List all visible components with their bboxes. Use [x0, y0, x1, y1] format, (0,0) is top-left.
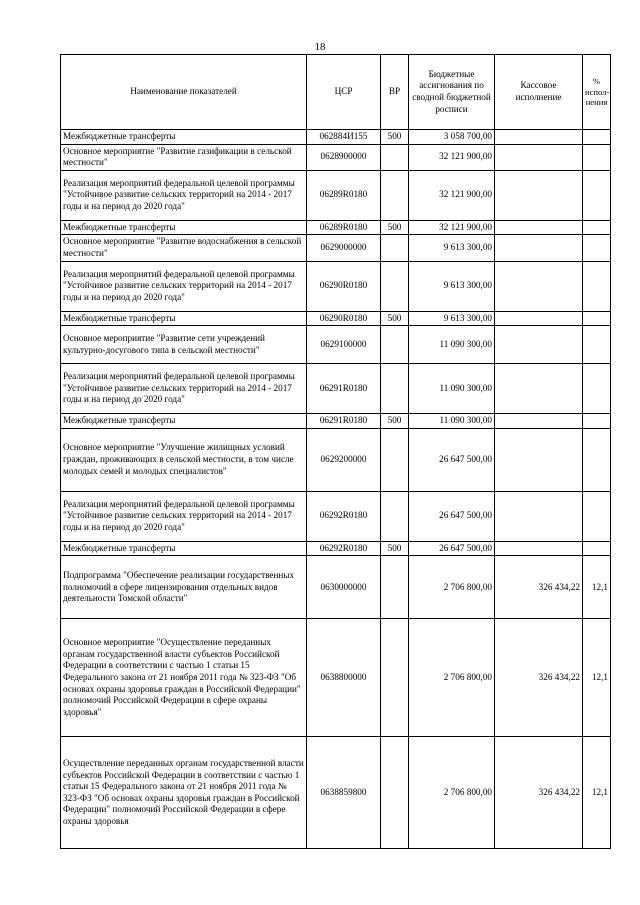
header-csr: ЦСР [307, 55, 381, 130]
cell-pct [583, 364, 611, 414]
cell-assign: 9 613 300,00 [409, 261, 495, 311]
cell-csr: 0638859800 [307, 737, 381, 849]
cell-csr: 06290R0180 [307, 261, 381, 311]
cell-cash [495, 144, 583, 170]
table-row [61, 428, 611, 491]
cell-csr: 0629000000 [307, 235, 381, 261]
cell-cash [495, 414, 583, 429]
header-assign: Бюджетные ассигнования по сводной бюджетной росписи [409, 55, 495, 130]
table-row [61, 326, 611, 364]
cell-pct [583, 170, 611, 220]
cell-pct [583, 261, 611, 311]
cell-pct [583, 541, 611, 556]
cell-vr: 500 [381, 541, 409, 556]
cell-assign: 9 613 300,00 [409, 235, 495, 261]
cell-cash [495, 541, 583, 556]
cell-csr: 062884И155 [307, 130, 381, 145]
cell-vr [381, 428, 409, 491]
cell-pct [583, 428, 611, 491]
header-vr: ВР [381, 55, 409, 130]
cell-cash: 326 434,22 [495, 737, 583, 849]
cell-cash [495, 220, 583, 235]
cell-name: Подпрограмма "Обеспечение реализации государственных полномочий в сфере лицензирования отдельных видов деятельности Томской области" [61, 556, 307, 619]
cell-vr: 500 [381, 311, 409, 326]
cell-name: Реализация мероприятий федеральной целевой программы "Устойчивое развитие сельских территорий на 2014 - 2017 годы и на период до 2020 года" [61, 364, 307, 414]
cell-csr: 0630000000 [307, 556, 381, 619]
table-row [61, 170, 611, 220]
cell-name: Основное мероприятие "Развитие газификации в сельской местности" [61, 144, 307, 170]
cell-pct [583, 235, 611, 261]
cell-pct [583, 311, 611, 326]
cell-name: Межбюджетные трансферты [61, 130, 307, 145]
cell-vr [381, 737, 409, 849]
cell-assign: 11 090 300,00 [409, 414, 495, 429]
table-row [61, 220, 611, 235]
cell-assign: 2 706 800,00 [409, 556, 495, 619]
cell-csr: 0629100000 [307, 326, 381, 364]
cell-assign: 26 647 500,00 [409, 428, 495, 491]
cell-name: Реализация мероприятий федеральной целевой программы "Устойчивое развитие сельских территорий на 2014 - 2017 годы и на период до 2020 года" [61, 261, 307, 311]
cell-cash [495, 491, 583, 541]
cell-assign: 32 121 900,00 [409, 220, 495, 235]
cell-csr: 06289R0180 [307, 170, 381, 220]
table-row [61, 311, 611, 326]
table-row [61, 541, 611, 556]
cell-pct [583, 491, 611, 541]
cell-vr [381, 326, 409, 364]
cell-vr [381, 619, 409, 737]
cell-pct: 12,1 [583, 556, 611, 619]
cell-vr: 500 [381, 220, 409, 235]
cell-vr [381, 491, 409, 541]
table-row [61, 737, 611, 849]
cell-vr [381, 556, 409, 619]
table-row [61, 144, 611, 170]
cell-cash [495, 311, 583, 326]
cell-name: Основное мероприятие "Улучшение жилищных условий граждан, проживающих в сельской местности, в том числе молодых семей и молодых специалистов" [61, 428, 307, 491]
cell-csr: 06291R0180 [307, 364, 381, 414]
cell-pct: 12,1 [583, 619, 611, 737]
cell-assign: 11 090 300,00 [409, 364, 495, 414]
cell-name: Межбюджетные трансферты [61, 311, 307, 326]
cell-csr: 06289R0180 [307, 220, 381, 235]
cell-pct [583, 144, 611, 170]
cell-cash [495, 326, 583, 364]
header-pct: % испол-нения [583, 55, 611, 130]
cell-name: Межбюджетные трансферты [61, 541, 307, 556]
cell-vr: 500 [381, 130, 409, 145]
cell-vr: 500 [381, 414, 409, 429]
cell-assign: 9 613 300,00 [409, 311, 495, 326]
table-row [61, 364, 611, 414]
table-body [61, 130, 611, 849]
table-row [61, 130, 611, 145]
cell-csr: 06292R0180 [307, 491, 381, 541]
cell-csr: 06292R0180 [307, 541, 381, 556]
cell-name: Осуществление переданных органам государственной власти субъектов Российской Федерации в соответствии с частью 1 статьи 15 Федерального закона от 21 ноября 2011 года № 323-ФЗ "Об основах охраны здоровья граждан в Российской Федерации" полномочий Российской Федерации в сфере охраны здоровья [61, 737, 307, 849]
cell-csr: 0638800000 [307, 619, 381, 737]
budget-table [60, 54, 611, 849]
cell-assign: 26 647 500,00 [409, 541, 495, 556]
table-row [61, 619, 611, 737]
cell-vr [381, 364, 409, 414]
cell-vr [381, 144, 409, 170]
cell-csr: 0629200000 [307, 428, 381, 491]
cell-assign: 26 647 500,00 [409, 491, 495, 541]
cell-vr [381, 261, 409, 311]
table-row [61, 556, 611, 619]
cell-name: Реализация мероприятий федеральной целевой программы "Устойчивое развитие сельских территорий на 2014 - 2017 годы и на период до 2020 года" [61, 491, 307, 541]
table-row [61, 414, 611, 429]
page-number: 18 [314, 41, 326, 53]
cell-cash: 326 434,22 [495, 619, 583, 737]
cell-name: Межбюджетные трансферты [61, 220, 307, 235]
cell-cash [495, 261, 583, 311]
cell-assign: 2 706 800,00 [409, 619, 495, 737]
cell-name: Реализация мероприятий федеральной целевой программы "Устойчивое развитие сельских территорий на 2014 - 2017 годы и на период до 2020 года" [61, 170, 307, 220]
cell-name: Основное мероприятие "Осуществление переданных органам государственной власти субъектов Российской Федерации в соответствии с частью 1 статьи 15 Федерального закона от 21 ноября 2011 года № 323-ФЗ "Об основах охраны здоровья граждан в Российской Федерации" полномочий Российской Федерации в сфере охраны здоровья" [61, 619, 307, 737]
cell-cash: 326 434,22 [495, 556, 583, 619]
cell-name: Основное мероприятие "Развитие сети учреждений культурно-досугового типа в сельской местности" [61, 326, 307, 364]
cell-pct: 12,1 [583, 737, 611, 849]
table-row [61, 235, 611, 261]
cell-pct [583, 220, 611, 235]
cell-cash [495, 170, 583, 220]
cell-pct [583, 326, 611, 364]
cell-assign: 32 121 900,00 [409, 170, 495, 220]
cell-cash [495, 130, 583, 145]
cell-pct [583, 130, 611, 145]
cell-cash [495, 428, 583, 491]
cell-name: Межбюджетные трансферты [61, 414, 307, 429]
header-name: Наименование показателей [61, 55, 307, 130]
cell-csr: 06290R0180 [307, 311, 381, 326]
cell-assign: 11 090 300,00 [409, 326, 495, 364]
cell-vr [381, 235, 409, 261]
cell-name: Основное мероприятие "Развитие водоснабжения в сельской местности" [61, 235, 307, 261]
cell-assign: 3 058 700,00 [409, 130, 495, 145]
header-row [61, 55, 611, 130]
cell-assign: 32 121 900,00 [409, 144, 495, 170]
table-row [61, 491, 611, 541]
cell-vr [381, 170, 409, 220]
cell-csr: 0628900000 [307, 144, 381, 170]
table-row [61, 261, 611, 311]
cell-cash [495, 235, 583, 261]
cell-cash [495, 364, 583, 414]
cell-assign: 2 706 800,00 [409, 737, 495, 849]
cell-pct [583, 414, 611, 429]
header-cash: Кассовое исполнение [495, 55, 583, 130]
cell-csr: 06291R0180 [307, 414, 381, 429]
